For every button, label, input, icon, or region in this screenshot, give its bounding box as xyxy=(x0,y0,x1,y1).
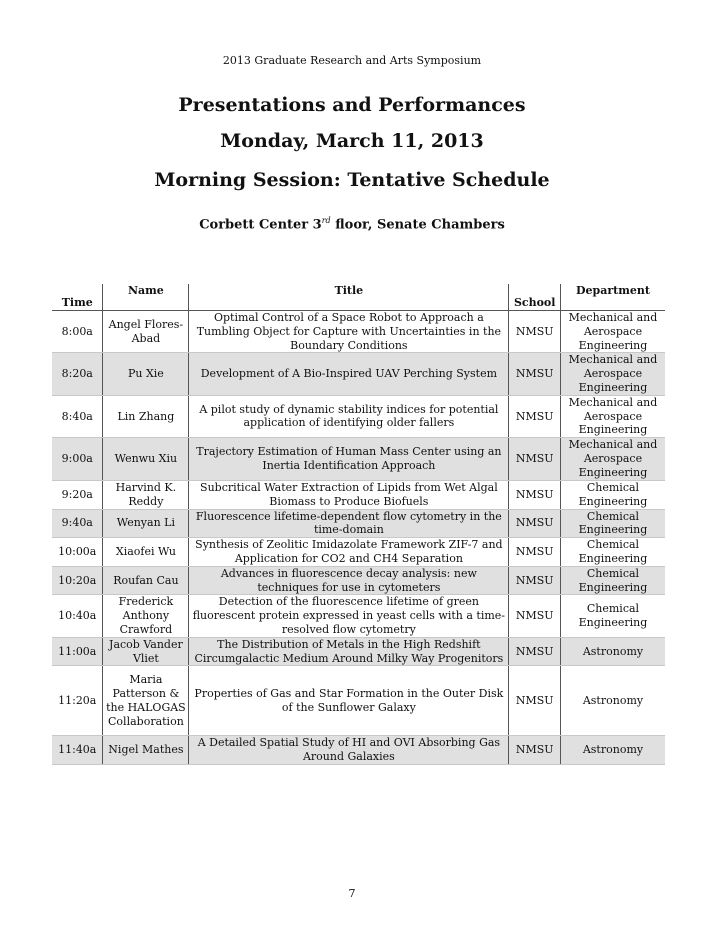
column-header-time: Time xyxy=(52,284,103,311)
cell-school: NMSU xyxy=(509,438,561,480)
cell-name: Xiaofei Wu xyxy=(103,538,189,567)
schedule-table xyxy=(52,284,665,765)
cell-name: Wenwu Xiu xyxy=(103,438,189,480)
cell-school: NMSU xyxy=(509,637,561,666)
cell-title: A Detailed Spatial Study of HI and OVI Absorbing Gas Around Galaxies xyxy=(189,736,509,765)
cell-school: NMSU xyxy=(509,666,561,736)
table-row xyxy=(52,538,665,567)
table-row xyxy=(52,509,665,538)
cell-department: Chemical Engineering xyxy=(560,595,665,637)
table-row xyxy=(52,566,665,595)
cell-department: Mechanical and Aerospace Engineering xyxy=(560,311,665,353)
location-line xyxy=(0,216,704,232)
location-prefix: Corbett Center 3 xyxy=(199,217,322,233)
table-row xyxy=(52,595,665,637)
cell-school: NMSU xyxy=(509,566,561,595)
cell-title: Optimal Control of a Space Robot to Approach a Tumbling Object for Capture with Uncertainties in the Boundary Conditions xyxy=(189,311,509,353)
cell-name: Wenyan Li xyxy=(103,509,189,538)
table-row xyxy=(52,666,665,736)
cell-name: Maria Patterson & the HALOGAS Collaboration xyxy=(103,666,189,736)
event-date: Monday, March 11, 2013 xyxy=(220,130,484,152)
table-row xyxy=(52,353,665,395)
cell-name: Jacob Vander Vliet xyxy=(103,637,189,666)
cell-title: A pilot study of dynamic stability indices for potential application of identifying older fallers xyxy=(189,395,509,437)
cell-name: Angel Flores-Abad xyxy=(103,311,189,353)
table-row xyxy=(52,480,665,509)
cell-time: 9:40a xyxy=(52,509,103,538)
table-row xyxy=(52,736,665,765)
cell-department: Mechanical and Aerospace Engineering xyxy=(560,438,665,480)
cell-name: Nigel Mathes xyxy=(103,736,189,765)
location-suffix: floor, Senate Chambers xyxy=(330,217,505,233)
table-row xyxy=(52,637,665,666)
cell-title: Properties of Gas and Star Formation in the Outer Disk of the Sunflower Galaxy xyxy=(189,666,509,736)
cell-school: NMSU xyxy=(509,480,561,509)
cell-time: 8:00a xyxy=(52,311,103,353)
symposium-header: 2013 Graduate Research and Arts Symposium xyxy=(222,54,482,67)
cell-name: Lin Zhang xyxy=(103,395,189,437)
column-header-name: Name xyxy=(103,284,189,311)
cell-title: Subcritical Water Extraction of Lipids from Wet Algal Biomass to Produce Biofuels xyxy=(189,480,509,509)
cell-school: NMSU xyxy=(509,538,561,567)
cell-school: NMSU xyxy=(509,353,561,395)
cell-time: 11:20a xyxy=(52,666,103,736)
cell-name: Pu Xie xyxy=(103,353,189,395)
cell-title: Development of A Bio-Inspired UAV Perching System xyxy=(189,353,509,395)
cell-time: 8:40a xyxy=(52,395,103,437)
cell-title: Trajectory Estimation of Human Mass Center using an Inertia Identification Approach xyxy=(189,438,509,480)
column-header-title: Title xyxy=(189,284,509,311)
cell-department: Chemical Engineering xyxy=(560,509,665,538)
cell-department: Astronomy xyxy=(560,736,665,765)
cell-department: Chemical Engineering xyxy=(560,538,665,567)
cell-time: 11:00a xyxy=(52,637,103,666)
cell-name: Harvind K. Reddy xyxy=(103,480,189,509)
table-row xyxy=(52,311,665,353)
cell-department: Astronomy xyxy=(560,637,665,666)
cell-title: Detection of the fluorescence lifetime of green fluorescent protein expressed in yeast cells with a time-resolved flow cytometry xyxy=(189,595,509,637)
cell-time: 8:20a xyxy=(52,353,103,395)
session-title: Morning Session: Tentative Schedule xyxy=(154,169,550,191)
cell-time: 11:40a xyxy=(52,736,103,765)
cell-time: 10:20a xyxy=(52,566,103,595)
page-number: 7 xyxy=(348,887,356,900)
cell-department: Mechanical and Aerospace Engineering xyxy=(560,395,665,437)
cell-school: NMSU xyxy=(509,311,561,353)
table-row xyxy=(52,438,665,480)
cell-department: Mechanical and Aerospace Engineering xyxy=(560,353,665,395)
cell-name: Frederick Anthony Crawford xyxy=(103,595,189,637)
cell-time: 9:00a xyxy=(52,438,103,480)
cell-department: Chemical Engineering xyxy=(560,566,665,595)
cell-school: NMSU xyxy=(509,595,561,637)
cell-time: 10:00a xyxy=(52,538,103,567)
cell-title: Synthesis of Zeolitic Imidazolate Framework ZIF-7 and Application for CO2 and CH4 Separation xyxy=(189,538,509,567)
cell-department: Astronomy xyxy=(560,666,665,736)
cell-department: Chemical Engineering xyxy=(560,480,665,509)
cell-school: NMSU xyxy=(509,736,561,765)
cell-title: Fluorescence lifetime-dependent flow cytometry in the time-domain xyxy=(189,509,509,538)
location-superscript: rd xyxy=(321,216,331,225)
table-header-row xyxy=(52,284,665,311)
cell-title: The Distribution of Metals in the High Redshift Circumgalactic Medium Around Milky Way Progenitors xyxy=(189,637,509,666)
cell-title: Advances in fluorescence decay analysis: new techniques for use in cytometers xyxy=(189,566,509,595)
cell-time: 10:40a xyxy=(52,595,103,637)
cell-name: Roufan Cau xyxy=(103,566,189,595)
cell-school: NMSU xyxy=(509,509,561,538)
cell-school: NMSU xyxy=(509,395,561,437)
page-title: Presentations and Performances xyxy=(178,94,526,116)
table-row xyxy=(52,395,665,437)
column-header-department: Department xyxy=(560,284,665,311)
column-header-school: School xyxy=(509,284,561,311)
cell-time: 9:20a xyxy=(52,480,103,509)
